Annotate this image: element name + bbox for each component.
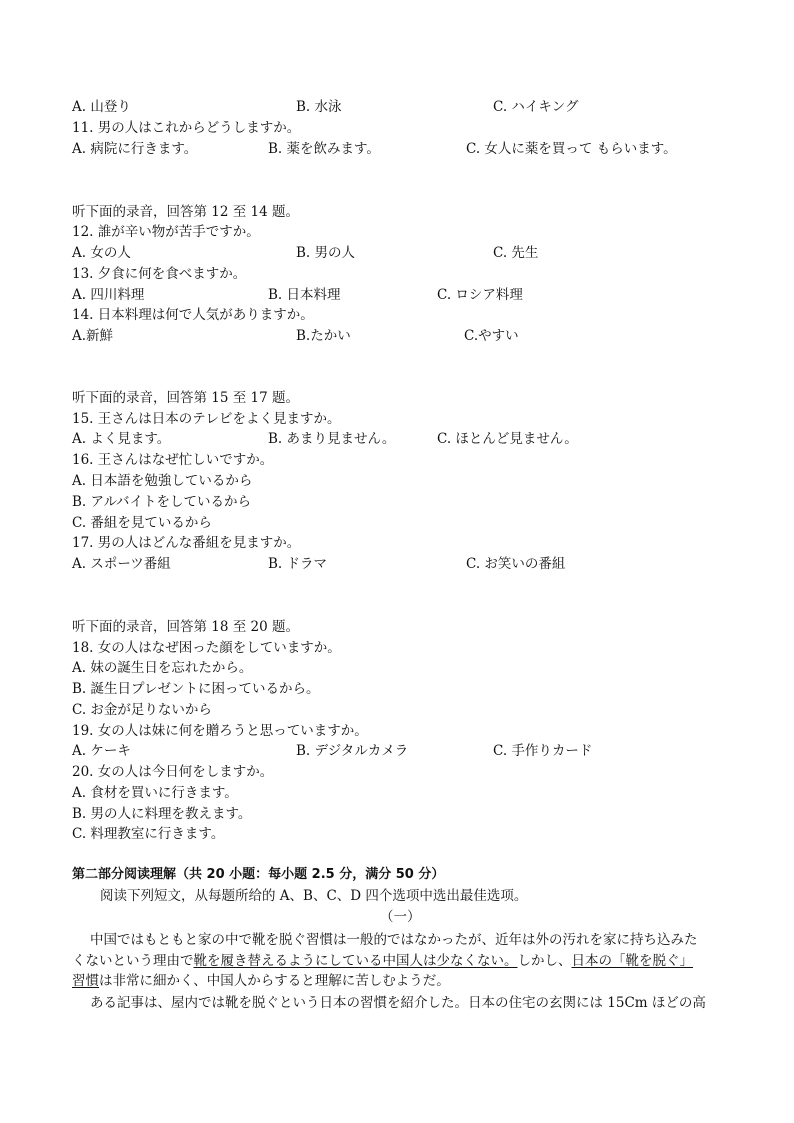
part2-instruction: 阅读下列短文，从每题所给的 A、B、C、D 四个选项中选出最佳选项。 xyxy=(100,888,528,904)
q12-option-c: C. 先生 xyxy=(493,245,539,261)
q10-option-a: A. 山登り xyxy=(72,99,131,115)
q19-question: 19. 女の人は妹に何を贈ろうと思っていますか。 xyxy=(72,723,368,739)
q14-option-a: A.新鮮 xyxy=(72,328,114,344)
passage-underline-3: 習慣 xyxy=(72,973,99,989)
q17-question: 17. 男の人はどんな番組を見ますか。 xyxy=(72,535,301,551)
q11-option-c: C. 女人に薬を買って もらいます。 xyxy=(466,141,677,157)
q14-question: 14. 日本料理は何で人気がありますか。 xyxy=(72,307,314,323)
passage-line-2-c: しかし、 xyxy=(517,953,572,969)
q20-option-b: B. 男の人に料理を教えます。 xyxy=(72,806,252,822)
q19-option-b: B. デジタルカメラ xyxy=(296,743,409,759)
q19-option-a: A. ケーキ xyxy=(72,743,131,759)
q12-option-b: B. 男の人 xyxy=(296,245,356,261)
passage-line-3-b: は非常に細かく、中国人からすると理解に苦しむようだ。 xyxy=(99,973,450,989)
q15-option-a: A. よく見ます。 xyxy=(72,431,171,447)
q10-option-b: B. 水泳 xyxy=(296,99,342,115)
part2-heading: 第二部分阅读理解（共 20 小题：每小题 2.5 分，满分 50 分） xyxy=(72,867,445,882)
q17-option-b: B. ドラマ xyxy=(268,556,328,572)
section-number: （一） xyxy=(380,909,421,925)
passage-line-4: ある記事は、屋内では靴を脱ぐという日本の習慣を紹介した。日本の住宅の玄関には 15Cm ほどの高 xyxy=(90,995,706,1011)
q12-option-a: A. 女の人 xyxy=(72,245,131,261)
q13-option-c: C. ロシア料理 xyxy=(437,287,523,303)
q18-option-a: A. 妹の誕生日を忘れたから。 xyxy=(72,660,253,676)
q11-question: 11. 男の人はこれからどうしますか。 xyxy=(72,120,301,136)
q11-option-b: B. 薬を飲みます。 xyxy=(268,141,380,157)
passage-line-1: 中国ではもともと家の中で靴を脱ぐ習慣は一般的ではなかったが、近年は外の汚れを家に持ち込みた xyxy=(90,932,698,948)
q20-question: 20. 女の人は今日何をしますか。 xyxy=(72,764,274,780)
q14-option-b: B.たかい xyxy=(296,328,351,344)
passage-line-2-a: くないという理由で xyxy=(72,953,194,969)
q20-option-a: A. 食材を買いに行きます。 xyxy=(72,785,238,801)
q14-option-c: C.やすい xyxy=(464,328,519,344)
q13-option-a: A. 四川料理 xyxy=(72,287,145,303)
q16-question: 16. 王さんはなぜ忙しいですか。 xyxy=(72,452,274,468)
q10-option-c: C. ハイキング xyxy=(493,99,579,115)
section-18-20-instruction: 听下面的录音，回答第 18 至 20 题。 xyxy=(72,619,300,635)
q16-option-a: A. 日本語を勉強しているから xyxy=(72,473,253,489)
q19-option-c: C. 手作りカード xyxy=(493,743,593,759)
q15-question: 15. 王さんは日本のテレビをよく見ますか。 xyxy=(72,411,341,427)
passage-line-2 xyxy=(72,952,693,970)
q18-question: 18. 女の人はなぜ困った顔をしていますか。 xyxy=(72,640,341,656)
passage-line-3 xyxy=(72,972,450,990)
section-12-14-instruction: 听下面的录音，回答第 12 至 14 题。 xyxy=(72,204,300,220)
q11-option-a: A. 病院に行きます。 xyxy=(72,141,198,157)
q17-option-a: A. スポーツ番組 xyxy=(72,556,171,572)
passage-underline-1: 靴を履き替えるようにしている中国人は少なくない。 xyxy=(193,953,518,969)
q15-option-c: C. ほとんど見ません。 xyxy=(437,431,578,447)
q13-option-b: B. 日本料理 xyxy=(268,287,341,303)
q16-option-c: C. 番組を見ているから xyxy=(72,515,212,531)
q18-option-b: B. 誕生日プレゼントに困っているから。 xyxy=(72,681,320,697)
q12-question: 12. 誰が辛い物が苦手ですか。 xyxy=(72,224,260,240)
q17-option-c: C. お笑いの番組 xyxy=(466,556,566,572)
q13-question: 13. 夕食に何を食べますか。 xyxy=(72,266,247,282)
q15-option-b: B. あまり見ません。 xyxy=(268,431,396,447)
q18-option-c: C. お金が足りないから xyxy=(72,702,212,718)
q20-option-c: C. 料理教室に行きます。 xyxy=(72,826,225,842)
passage-underline-2: 日本の「靴を脱ぐ」 xyxy=(571,953,693,969)
q16-option-b: B. アルバイトをしているから xyxy=(72,494,252,510)
section-15-17-instruction: 听下面的录音，回答第 15 至 17 题。 xyxy=(72,390,300,406)
